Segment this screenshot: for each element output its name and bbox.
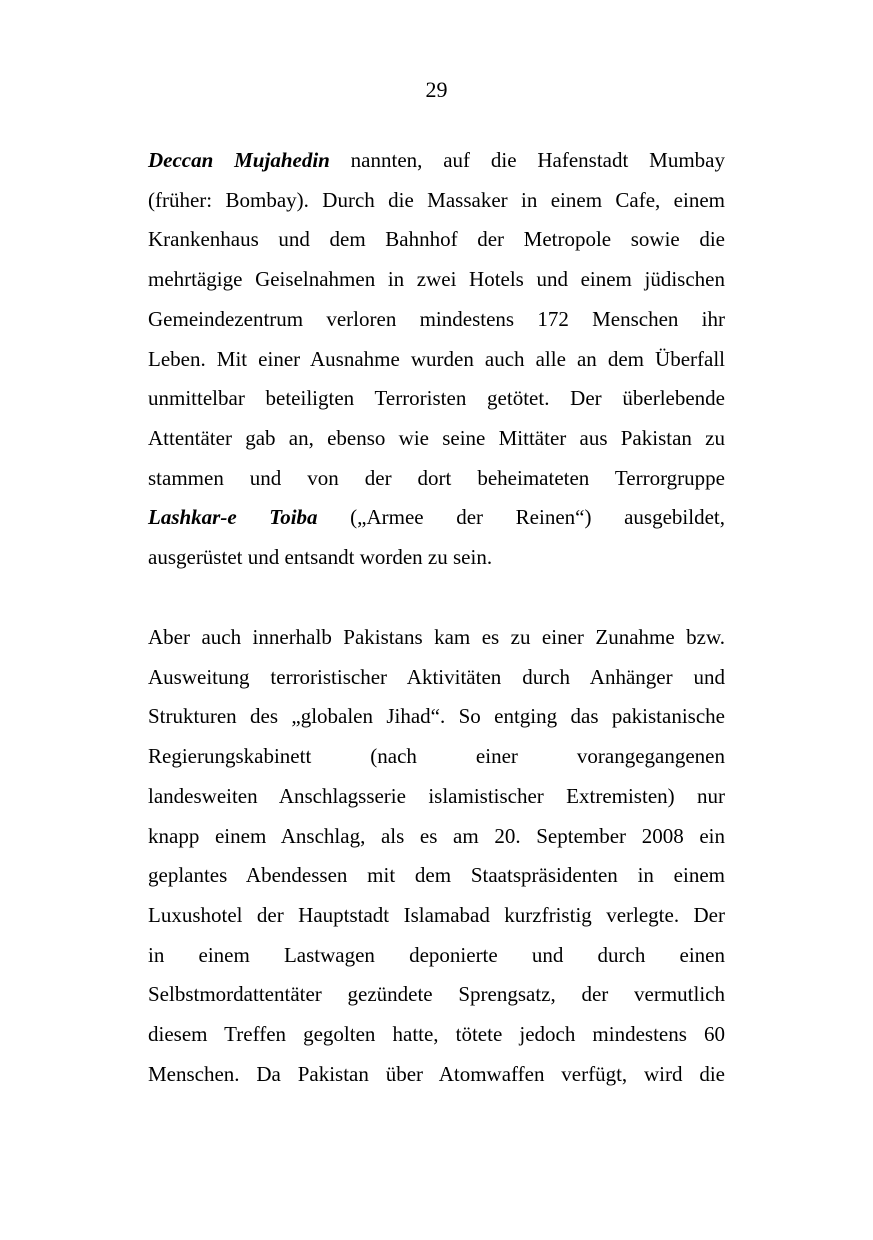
text-line: geplantes Abendessen mit dem Staatspräsidenten in einem [148,863,725,888]
text-line: landesweiten Anschlagsserie islamistischer Extremisten) nur [148,783,725,808]
text-line: Strukturen des „globalen Jihad“. So entging das pakistanische [148,704,725,729]
paragraph-2 [148,618,725,1094]
text-line [148,498,725,538]
page-number: 29 [425,77,448,102]
text-line: stammen und von der dort beheimateten Terrorgruppe [148,465,725,490]
text-line: Regierungskabinett (nach einer vorangegangenen [148,744,725,769]
text-line: Menschen. Da Pakistan über Atomwaffen verfügt, wird die [148,1061,725,1086]
text-line: mehrtägige Geiselnahmen in zwei Hotels und einem jüdischen [148,267,725,292]
paragraph-1 [148,141,725,578]
text-line: Luxushotel der Hauptstadt Islamabad kurzfristig verlegte. Der [148,902,725,927]
text-line: Aber auch innerhalb Pakistans kam es zu einer Zunahme bzw. [148,625,725,649]
emphasized-term: Lashkar-e Toiba [148,505,318,530]
text-line: Leben. Mit einer Ausnahme wurden auch alle an dem Überfall [148,346,725,371]
text-line: diesem Treffen gegolten hatte, tötete jedoch mindestens 60 [148,1022,725,1047]
emphasized-term: Deccan Mujahedin [148,148,330,172]
text-line: Gemeindezentrum verloren mindestens 172 Menschen ihr [148,306,725,331]
text-line: in einem Lastwagen deponierte und durch einen [148,942,725,967]
text-line: Ausweitung terroristischer Aktivitäten durch Anhänger und [148,664,725,689]
text-line: unmittelbar beteiligten Terroristen getötet. Der überlebende [148,386,725,411]
text-line: (früher: Bombay). Durch die Massaker in einem Cafe, einem [148,187,725,212]
text-line: knapp einem Anschlag, als es am 20. September 2008 ein [148,823,725,848]
text-line: Selbstmordattentäter gezündete Sprengsatz, der vermutlich [148,982,725,1007]
text-line: Krankenhaus und dem Bahnhof der Metropole sowie die [148,227,725,252]
text-line: Attentäter gab an, ebenso wie seine Mittäter aus Pakistan zu [148,425,725,450]
text-segment: nannten, auf die Hafenstadt Mumbay [329,148,725,172]
text-line [148,141,725,181]
text-line: ausgerüstet und entsandt worden zu sein. [148,545,493,570]
text-segment: („Armee der Reinen“) ausgebildet, [317,505,725,530]
